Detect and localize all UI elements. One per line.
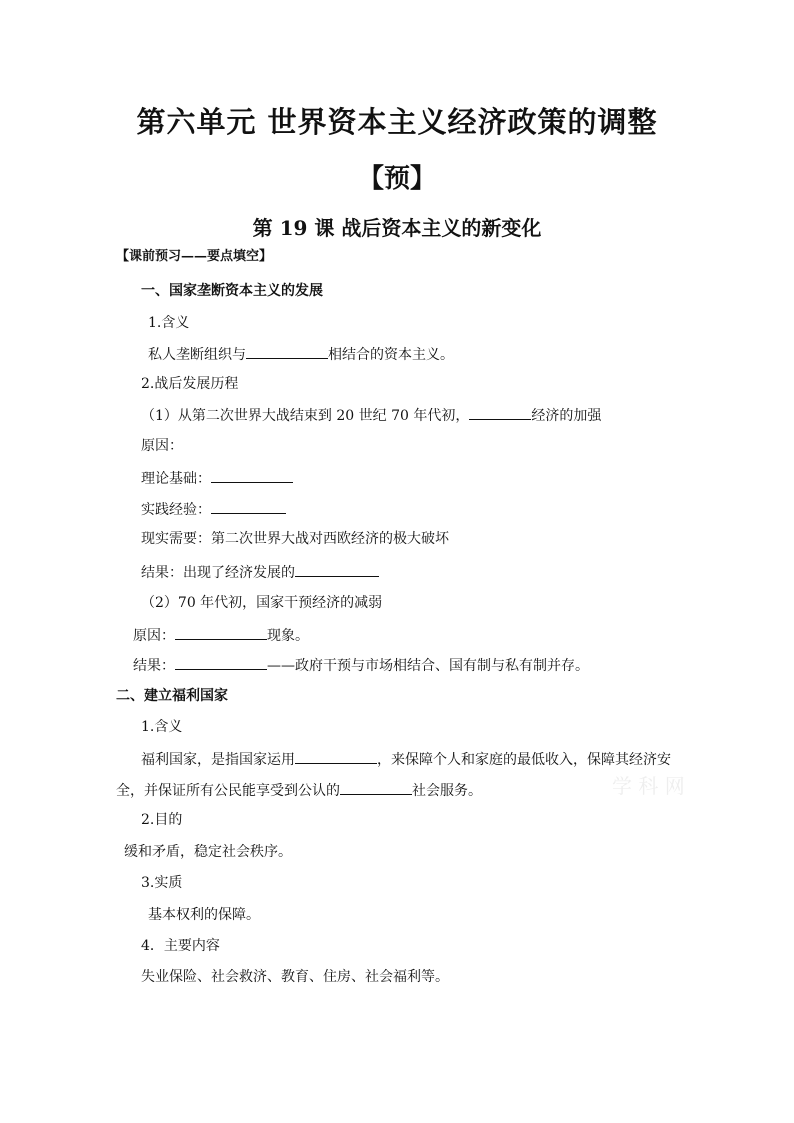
part2-heading: 二、建立福利国家 xyxy=(116,688,228,704)
part2-item2-title: 2.目的 xyxy=(141,812,183,828)
preview-tag: 【预】 xyxy=(357,164,436,194)
part2-item2-text: 缓和矛盾，稳定社会秩序。 xyxy=(124,844,292,860)
fill-blank[interactable] xyxy=(340,780,412,795)
part1-item2-1: （1）从第二次世界大战结束到 20 世纪 70 年代初， 经济的加强 xyxy=(141,405,601,425)
fill-blank[interactable] xyxy=(175,655,267,670)
part1-heading: 一、国家垄断资本主义的发展 xyxy=(141,283,323,299)
fill-blank[interactable] xyxy=(211,468,293,483)
fill-blank[interactable] xyxy=(246,344,328,359)
part1-item1-title: 1.含义 xyxy=(148,315,190,331)
practice-line: 实践经验： xyxy=(141,499,286,519)
fill-blank[interactable] xyxy=(211,499,286,514)
result-line: 结果：出现了经济发展的 xyxy=(141,562,379,582)
part2-item1-title: 1.含义 xyxy=(141,719,183,735)
section-label: 【课前预习——要点填空】 xyxy=(116,249,273,264)
part2-item3-title: 3.实质 xyxy=(141,875,183,891)
part2-item4-title: 4．主要内容 xyxy=(141,938,220,954)
result2-line: 结果： ——政府干预与市场相结合、国有制与私有制并存。 xyxy=(133,655,589,675)
fill-blank[interactable] xyxy=(295,562,379,577)
watermark: 学 科 网 xyxy=(612,774,685,798)
theory-line: 理论基础： xyxy=(141,468,293,488)
part1-item2-2: （2）70 年代初，国家干预经济的减弱 xyxy=(141,595,383,611)
lesson-title: 第 19 课 战后资本主义的新变化 xyxy=(252,216,542,240)
reason-label: 原因： xyxy=(141,438,183,454)
unit-title: 第六单元 世界资本主义经济政策的调整 xyxy=(136,105,658,139)
reason2-line: 原因： 现象。 xyxy=(133,625,309,645)
part2-line1: 福利国家，是指国家运用 ，来保障个人和家庭的最低收入，保障其经济安 xyxy=(141,749,671,769)
part2-line2: 全，并保证所有公民能享受到公认的 社会服务。 xyxy=(116,780,482,800)
fill-blank[interactable] xyxy=(295,749,377,764)
fill-blank[interactable] xyxy=(175,625,267,640)
part2-item3-text: 基本权利的保障。 xyxy=(148,907,260,923)
part1-item2-title: 2.战后发展历程 xyxy=(141,376,239,392)
fill-blank[interactable] xyxy=(469,405,531,420)
part2-item4-text: 失业保险、社会救济、教育、住房、社会福利等。 xyxy=(141,969,449,985)
reality-line: 现实需要：第二次世界大战对西欧经济的极大破坏 xyxy=(141,531,449,547)
part1-item1-text: 私人垄断组织与 相结合的资本主义。 xyxy=(148,344,454,364)
